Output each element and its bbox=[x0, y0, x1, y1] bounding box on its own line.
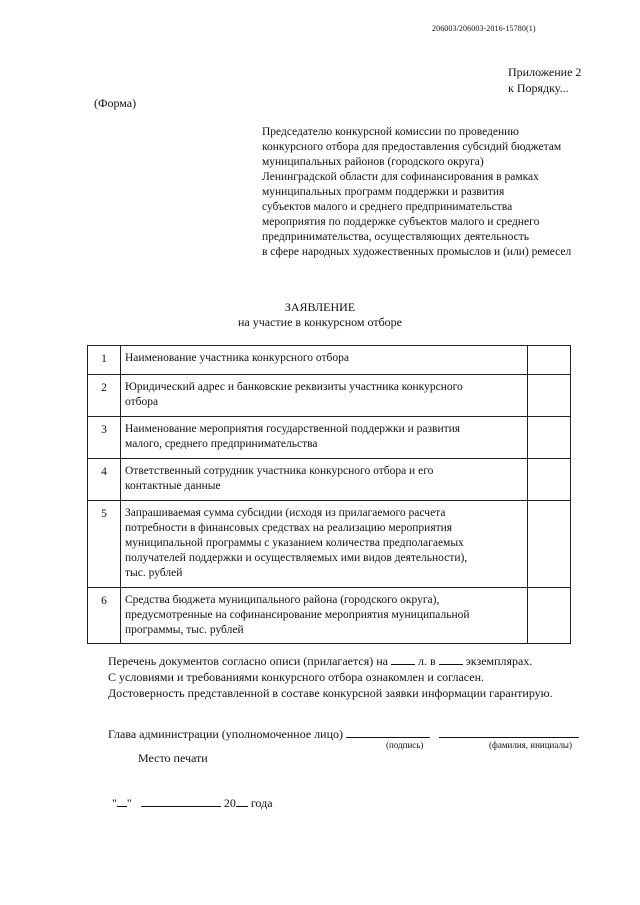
row-text-line: Наименование участника конкурсного отбора bbox=[125, 352, 349, 364]
head-label: Глава администрации (уполномоченное лицо) bbox=[108, 727, 344, 741]
name-field[interactable] bbox=[439, 727, 579, 738]
addressee-line: муниципальных районов (городского округа) bbox=[262, 156, 484, 168]
addressee-block bbox=[262, 125, 632, 260]
addressee-line: Председателю конкурсной комиссии по проведению bbox=[262, 126, 519, 138]
row-value-cell[interactable] bbox=[528, 588, 571, 644]
form-label: (Форма) bbox=[94, 96, 137, 110]
table-row bbox=[88, 459, 571, 501]
month-field[interactable] bbox=[141, 796, 221, 807]
row-text-line: тыс. рублей bbox=[125, 567, 183, 579]
row-number: 5 bbox=[88, 501, 121, 588]
table-row bbox=[88, 417, 571, 459]
docs-list-text: экземплярах. bbox=[465, 654, 533, 668]
addressee-line: мероприятия по поддержке субъектов малого и среднего bbox=[262, 216, 540, 228]
name-caption: (фамилия, инициалы) bbox=[489, 740, 572, 750]
row-text-line: потребности в финансовых средствах на реализацию мероприятия bbox=[125, 522, 453, 534]
date-quote-close: " bbox=[126, 796, 132, 810]
row-number: 6 bbox=[88, 588, 121, 644]
row-text-line: Наименование мероприятия государственной поддержки и развития bbox=[125, 423, 461, 435]
day-field[interactable] bbox=[117, 796, 127, 807]
title-sub: на участие в конкурсном отборе bbox=[237, 315, 403, 329]
row-description bbox=[121, 417, 528, 459]
row-number: 1 bbox=[88, 346, 121, 375]
row-number: 3 bbox=[88, 417, 121, 459]
row-description bbox=[121, 588, 528, 644]
row-text-line: Ответственный сотрудник участника конкурсного отбора и его bbox=[125, 465, 434, 477]
year-prefix: 20 bbox=[223, 796, 236, 810]
row-value-cell[interactable] bbox=[528, 346, 571, 375]
appendix-line-2: к Порядку... bbox=[508, 81, 569, 95]
document-title bbox=[0, 300, 640, 330]
title-main: ЗАЯВЛЕНИЕ bbox=[284, 300, 356, 314]
row-text-line: программы, тыс. рублей bbox=[125, 624, 244, 636]
row-value-cell[interactable] bbox=[528, 459, 571, 501]
addressee-line: в сфере народных художественных промыслов и (или) ремесел bbox=[262, 246, 572, 258]
table-row bbox=[88, 501, 571, 588]
signature-caption: (подпись) bbox=[386, 740, 424, 750]
row-value-cell[interactable] bbox=[528, 501, 571, 588]
statements-block bbox=[108, 653, 553, 701]
row-text-line: малого, среднего предпринимательства bbox=[125, 438, 318, 450]
date-quote-open: " bbox=[112, 796, 117, 810]
row-text-line: предусмотренные на софинансирование мероприятия муниципальной bbox=[125, 609, 470, 621]
addressee-line: конкурсного отбора для предоставления субсидий бюджетам bbox=[262, 141, 562, 153]
row-value-cell[interactable] bbox=[528, 417, 571, 459]
docs-list-text: Перечень документов согласно описи (прилагается) на bbox=[108, 654, 388, 668]
row-text-line: муниципальной программы с указанием количества предполагаемых bbox=[125, 537, 464, 549]
table-row bbox=[88, 375, 571, 417]
year-field[interactable] bbox=[236, 796, 248, 807]
addressee-line: предпринимательства, осуществляющих деятельность bbox=[262, 231, 530, 243]
appendix-reference bbox=[508, 64, 581, 96]
row-text-line: контактные данные bbox=[125, 480, 221, 492]
addressee-line: субъектов малого и среднего предпринимательства bbox=[262, 201, 513, 213]
guarantee-statement: Достоверность представленной в составе конкурсной заявки информации гарантирую. bbox=[108, 686, 553, 700]
copies-count-field[interactable] bbox=[439, 654, 463, 665]
seal-place: Место печати bbox=[138, 751, 208, 765]
row-text-line: Запрашиваемая сумма субсидии (исходя из прилагаемого расчета bbox=[125, 507, 446, 519]
row-text-line: отбора bbox=[125, 396, 159, 408]
row-description bbox=[121, 501, 528, 588]
year-suffix: года bbox=[250, 796, 273, 810]
table-row bbox=[88, 588, 571, 644]
application-table bbox=[87, 345, 571, 644]
row-text-line: Средства бюджета муниципального района (городского округа), bbox=[125, 594, 440, 606]
signature-field[interactable] bbox=[346, 727, 430, 738]
table-row bbox=[88, 346, 571, 375]
row-value-cell[interactable] bbox=[528, 375, 571, 417]
row-text-line: получателей поддержки и осуществляемых ими видов деятельности), bbox=[125, 552, 468, 564]
addressee-line: Ленинградской области для софинансирования в рамках bbox=[262, 171, 539, 183]
docs-list-text: л. в bbox=[417, 654, 436, 668]
appendix-line-1: Приложение 2 bbox=[508, 65, 582, 79]
date-line bbox=[112, 796, 273, 811]
row-description bbox=[121, 375, 528, 417]
addressee-line: муниципальных программ поддержки и развития bbox=[262, 186, 505, 198]
row-number: 4 bbox=[88, 459, 121, 501]
document-id: 206003/206003-2016-15780(1) bbox=[432, 24, 536, 33]
row-text-line: Юридический адрес и банковские реквизиты участника конкурсного bbox=[125, 381, 463, 393]
pages-count-field[interactable] bbox=[391, 654, 415, 665]
row-description bbox=[121, 346, 528, 375]
row-description bbox=[121, 459, 528, 501]
docs-list-statement bbox=[108, 653, 553, 669]
conditions-statement: С условиями и требованиями конкурсного отбора ознакомлен и согласен. bbox=[108, 670, 484, 684]
row-number: 2 bbox=[88, 375, 121, 417]
